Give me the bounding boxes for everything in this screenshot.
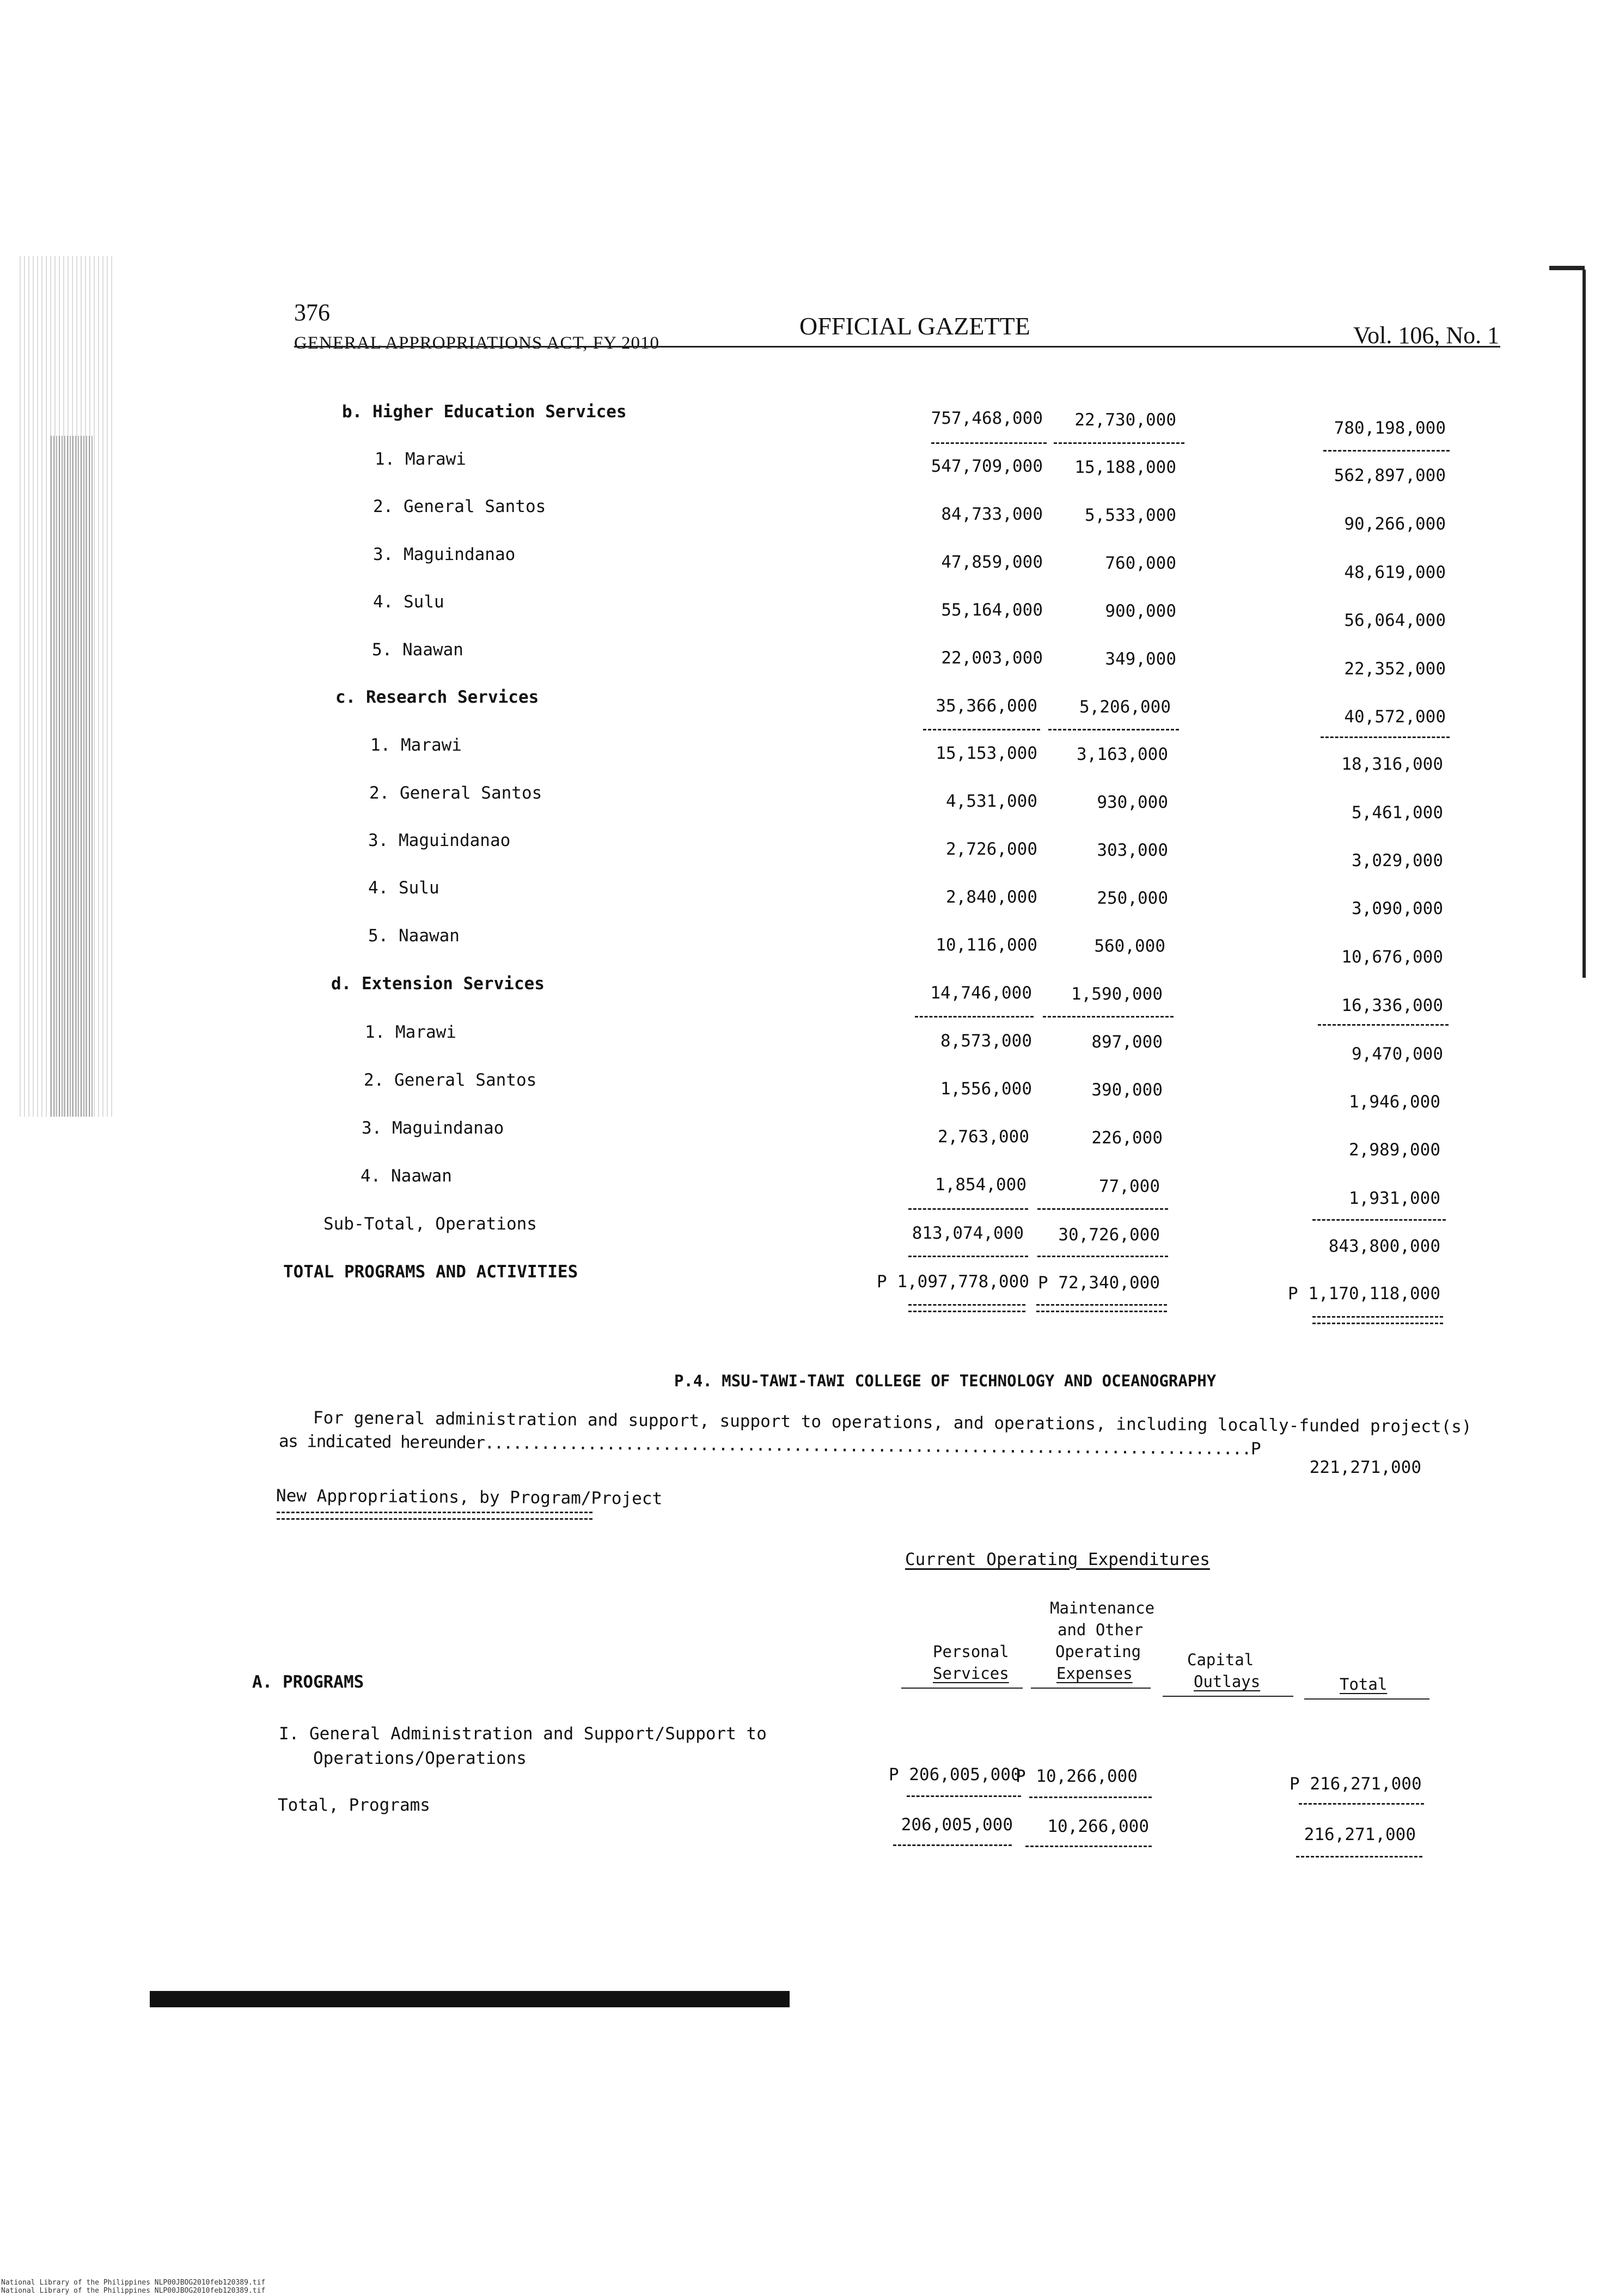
subtotal-rule — [923, 729, 1040, 730]
subtotal-rule — [893, 1844, 1012, 1846]
total-programs-mooe: 10,266,000 — [1047, 1817, 1149, 1836]
total-programs-ps: 206,005,000 — [901, 1815, 1013, 1835]
program-item-total: P 216,271,000 — [1290, 1774, 1422, 1794]
row-mooe: 900,000 — [1105, 601, 1176, 621]
row-label: Sub-Total, Operations — [323, 1214, 537, 1234]
program-item-line1: I. General Administration and Support/Support to — [279, 1724, 767, 1744]
program-item-ps: P 206,005,000 — [889, 1765, 1021, 1785]
row-label: b. Higher Education Services — [342, 402, 627, 422]
row-mooe: 3,163,000 — [1077, 745, 1168, 764]
header-rule — [294, 346, 1500, 348]
col-mooe-line1: Maintenance — [1050, 1599, 1155, 1617]
grand-total-rule — [1312, 1316, 1443, 1324]
row-ps: 84,733,000 — [941, 504, 1043, 524]
row-mooe: 349,000 — [1105, 649, 1176, 669]
subtotal-rule — [1048, 729, 1179, 730]
row-label: c. Research Services — [335, 687, 539, 707]
row-label: 5. Naawan — [368, 926, 460, 946]
row-mooe: 760,000 — [1105, 553, 1176, 573]
col-mooe-line3: Operating — [1055, 1642, 1141, 1661]
col-header-underline — [1163, 1696, 1293, 1697]
total-programs-total: 216,271,000 — [1304, 1825, 1416, 1844]
gazette-title: OFFICIAL GAZETTE — [799, 312, 1030, 340]
row-total: 2,989,000 — [1349, 1140, 1440, 1160]
row-mooe: 930,000 — [1097, 793, 1168, 812]
row-ps: 1,556,000 — [940, 1079, 1032, 1099]
row-ps: 2,763,000 — [938, 1127, 1029, 1147]
col-total-header: Total — [1340, 1675, 1388, 1694]
grand-total-rule — [1036, 1304, 1167, 1312]
row-ps: 813,074,000 — [912, 1223, 1024, 1243]
row-total: 1,931,000 — [1349, 1189, 1440, 1208]
subtotal-rule — [915, 1016, 1034, 1018]
scan-edge-top-right — [1549, 266, 1585, 270]
row-total: 3,029,000 — [1352, 851, 1443, 870]
row-mooe: 303,000 — [1097, 841, 1168, 860]
row-total: 10,676,000 — [1341, 947, 1443, 967]
footer-line1: National Library of the Philippines NLP00JBOG2010feb120389.tif — [1, 2279, 266, 2287]
row-mooe: 1,590,000 — [1071, 984, 1163, 1004]
total-programs-label: Total, Programs — [278, 1795, 430, 1815]
subtotal-rule — [908, 1208, 1028, 1210]
row-mooe: 77,000 — [1099, 1177, 1160, 1196]
section-title: P.4. MSU-TAWI-TAWI COLLEGE OF TECHNOLOGY AND OCEANOGRAPHY — [674, 1372, 1217, 1390]
subtotal-rule — [1037, 1208, 1168, 1210]
col-ps-line2: Services — [933, 1664, 1009, 1683]
row-mooe: 5,206,000 — [1079, 697, 1171, 717]
row-total: 16,336,000 — [1341, 996, 1443, 1015]
subtotal-rule — [1043, 1016, 1174, 1018]
program-item-mooe: P 10,266,000 — [1016, 1767, 1138, 1786]
row-label: d. Extension Services — [331, 974, 545, 994]
row-total: 90,266,000 — [1344, 514, 1446, 534]
act-title: GENERAL APPROPRIATIONS ACT, FY 2010 — [294, 333, 659, 353]
row-ps: 10,116,000 — [936, 935, 1037, 955]
subtotal-rule — [1054, 442, 1184, 444]
row-total: 5,461,000 — [1352, 803, 1443, 823]
row-label: 2. General Santos — [369, 783, 542, 803]
footer-line2: National Library of the Philippines NLP00JBOG2010feb120389.tif — [1, 2287, 266, 2295]
row-mooe: 22,730,000 — [1074, 410, 1176, 430]
row-ps: 8,573,000 — [940, 1031, 1032, 1051]
row-ps: 1,854,000 — [935, 1175, 1026, 1195]
row-label: 4. Naawan — [360, 1166, 452, 1186]
row-label: 4. Sulu — [373, 592, 444, 612]
col-co-line2: Outlays — [1194, 1672, 1261, 1691]
scan-edge-right — [1582, 270, 1586, 978]
row-mooe: 15,188,000 — [1074, 458, 1176, 477]
grand-total-rule — [908, 1304, 1025, 1312]
col-mooe-line4: Expenses — [1056, 1664, 1133, 1683]
row-ps: 15,153,000 — [936, 744, 1037, 763]
row-mooe: 250,000 — [1097, 888, 1168, 908]
row-ps: 547,709,000 — [931, 456, 1043, 476]
row-label: 1. Marawi — [370, 735, 462, 755]
subtotal-rule — [908, 1256, 1028, 1257]
scan-bar-bottom — [150, 1991, 790, 2007]
row-total: 1,946,000 — [1349, 1092, 1440, 1112]
row-ps: 757,468,000 — [931, 409, 1043, 428]
row-ps: 2,840,000 — [946, 887, 1037, 907]
row-total: 48,619,000 — [1344, 563, 1446, 582]
purpose-text-line1: For general administration and support, support to operations, and operations, including locally-funded project(s) — [313, 1408, 1472, 1437]
new-appropriations-rule — [277, 1512, 592, 1520]
subtotal-rule — [1025, 1846, 1152, 1847]
purpose-amount: 221,271,000 — [1309, 1458, 1421, 1477]
row-mooe: 226,000 — [1091, 1128, 1163, 1148]
new-appropriations-label: New Appropriations, by Program/Project — [276, 1486, 663, 1509]
col-header-underline — [1304, 1698, 1429, 1700]
row-mooe: 390,000 — [1091, 1080, 1163, 1100]
row-ps: 47,859,000 — [941, 552, 1043, 572]
subtotal-rule — [907, 1795, 1021, 1797]
row-total: 9,470,000 — [1352, 1044, 1443, 1064]
subtotal-rule — [931, 442, 1047, 444]
row-mooe: 897,000 — [1091, 1032, 1163, 1052]
row-ps: 22,003,000 — [941, 648, 1043, 668]
row-total: 18,316,000 — [1341, 754, 1443, 774]
subtotal-rule — [1299, 1803, 1424, 1805]
row-total: 562,897,000 — [1334, 466, 1446, 485]
program-item-line2: Operations/Operations — [313, 1749, 527, 1768]
purpose-text-line2: as indicated hereunder..................................................................................P — [278, 1432, 1261, 1459]
col-ps-line1: Personal — [933, 1642, 1009, 1661]
subtotal-rule — [1323, 450, 1450, 452]
row-total: 3,090,000 — [1352, 899, 1443, 918]
row-ps: 55,164,000 — [941, 600, 1043, 620]
row-label: TOTAL PROGRAMS AND ACTIVITIES — [283, 1262, 578, 1282]
row-label: 5. Naawan — [372, 640, 463, 660]
row-ps: 2,726,000 — [946, 839, 1037, 859]
row-mooe: 560,000 — [1094, 936, 1165, 956]
page-number: 376 — [294, 299, 330, 326]
row-mooe: 30,726,000 — [1058, 1225, 1160, 1245]
row-label: 3. Maguindanao — [362, 1118, 504, 1138]
subtotal-rule — [1312, 1219, 1446, 1221]
volume-number: Vol. 106, No. 1 — [1353, 322, 1500, 349]
row-label: 2. General Santos — [373, 497, 546, 516]
col-header-underline — [1031, 1688, 1151, 1689]
row-total: 780,198,000 — [1334, 418, 1446, 438]
row-total: 40,572,000 — [1344, 707, 1446, 727]
row-ps: P 1,097,778,000 — [877, 1272, 1029, 1292]
subtotal-rule — [1037, 1256, 1168, 1257]
row-label: 3. Maguindanao — [373, 545, 516, 564]
scan-noise-left-dense — [49, 436, 93, 1117]
row-total: 843,800,000 — [1328, 1237, 1440, 1256]
subtotal-rule — [1029, 1796, 1152, 1798]
row-label: 1. Marawi — [375, 449, 466, 469]
row-mooe: 5,533,000 — [1085, 506, 1176, 525]
row-label: 3. Maguindanao — [368, 831, 511, 850]
subtotal-rule — [1296, 1856, 1422, 1857]
col-header-underline — [901, 1688, 1023, 1689]
row-total: 22,352,000 — [1344, 659, 1446, 679]
row-label: 2. General Santos — [364, 1070, 537, 1090]
programs-label: A. PROGRAMS — [252, 1672, 364, 1692]
current-operating-expenditures-header: Current Operating Expenditures — [905, 1550, 1210, 1569]
row-label: 4. Sulu — [368, 878, 439, 898]
row-ps: 4,531,000 — [946, 791, 1037, 811]
col-mooe-line2: and Other — [1058, 1621, 1144, 1639]
row-ps: 14,746,000 — [930, 983, 1032, 1003]
row-label: 1. Marawi — [365, 1022, 456, 1042]
row-mooe: P 72,340,000 — [1038, 1273, 1160, 1293]
row-total: P 1,170,118,000 — [1288, 1284, 1440, 1304]
row-total: 56,064,000 — [1344, 611, 1446, 630]
subtotal-rule — [1321, 736, 1450, 738]
col-co-line1: Capital — [1187, 1651, 1254, 1669]
row-ps: 35,366,000 — [936, 696, 1037, 716]
subtotal-rule — [1318, 1024, 1449, 1026]
